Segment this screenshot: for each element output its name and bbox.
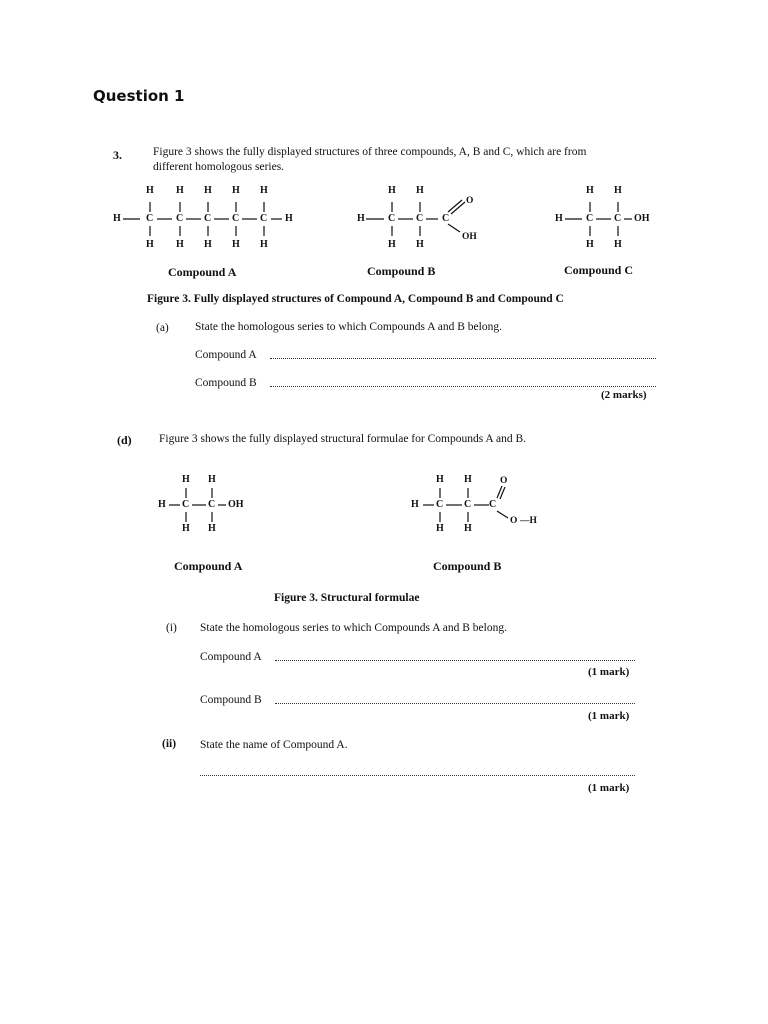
q-ii-label: (ii) <box>162 738 177 750</box>
atom-c: C <box>436 499 444 510</box>
atom-h: H <box>208 474 216 485</box>
atom-h: H <box>436 523 444 534</box>
atom-h: H <box>416 239 424 250</box>
atom-c: C <box>586 213 594 224</box>
atom-h: H <box>260 185 268 196</box>
bond-lines-d-b <box>405 470 555 540</box>
marks-2: (2 marks) <box>601 389 647 401</box>
atom-h: H <box>158 499 166 510</box>
question-a-text: State the homologous series to which Compounds A and B belong. <box>195 321 502 333</box>
atom-c: C <box>146 213 154 224</box>
answer-b-line[interactable] <box>270 385 656 387</box>
intro-line-2: different homologous series. <box>153 161 285 173</box>
atom-h: H <box>416 185 424 196</box>
answer-b-prefix: Compound B <box>195 377 257 389</box>
q-i-b-marks: (1 mark) <box>588 710 630 722</box>
atom-c: C <box>416 213 424 224</box>
atom-c: C <box>204 213 212 224</box>
page-title: Question 1 <box>93 87 185 105</box>
atom-h: H <box>204 185 212 196</box>
atom-c: C <box>464 499 472 510</box>
q-ii-marks: (1 mark) <box>588 782 630 794</box>
atom-h: H <box>586 185 594 196</box>
part-d-intro: Figure 3 shows the fully displayed structural formulae for Compounds A and B. <box>159 433 526 445</box>
atom-h: H <box>182 474 190 485</box>
figure-caption-2: Figure 3. Structural formulae <box>274 592 420 604</box>
atom-h: H <box>146 185 154 196</box>
atom-h: H <box>208 523 216 534</box>
q-ii-text: State the name of Compound A. <box>200 739 348 751</box>
atom-h: H <box>464 523 472 534</box>
q-i-b-line[interactable] <box>275 702 635 704</box>
q-i-a-marks: (1 mark) <box>588 666 630 678</box>
q-i-a-line[interactable] <box>275 659 635 661</box>
atom-c: C <box>232 213 240 224</box>
atom-h: H <box>464 474 472 485</box>
d-compound-b-label: Compound B <box>433 559 502 573</box>
atom-o: O <box>510 516 518 526</box>
atom-c: C <box>208 499 216 510</box>
q-ii-line[interactable] <box>200 774 635 776</box>
atom-h: —H <box>520 516 537 526</box>
question-a-label: (a) <box>156 322 169 334</box>
atom-h: H <box>176 185 184 196</box>
q-i-b-prefix: Compound B <box>200 694 262 706</box>
atom-c: C <box>489 499 497 510</box>
atom-o: O <box>466 196 474 206</box>
compound-b-label: Compound B <box>367 264 436 278</box>
atom-oh: OH <box>228 499 244 510</box>
intro-line-1: Figure 3 shows the fully displayed structures of three compounds, A, B and C, which are from <box>153 146 587 158</box>
part-d-label: (d) <box>117 433 132 447</box>
atom-h: H <box>260 239 268 250</box>
atom-h: H <box>357 213 365 224</box>
atom-c: C <box>442 213 450 224</box>
atom-h: H <box>411 499 419 510</box>
compound-a-label: Compound A <box>168 265 237 279</box>
atom-h: H <box>182 523 190 534</box>
answer-a-prefix: Compound A <box>195 349 257 361</box>
atom-c: C <box>614 213 622 224</box>
atom-h: H <box>113 213 121 224</box>
atom-h: H <box>586 239 594 250</box>
atom-h: H <box>555 213 563 224</box>
atom-oh: OH <box>462 232 477 242</box>
atom-h: H <box>436 474 444 485</box>
atom-c: C <box>388 213 396 224</box>
atom-c: C <box>182 499 190 510</box>
atom-h: H <box>232 185 240 196</box>
q-i-text: State the homologous series to which Compounds A and B belong. <box>200 622 507 634</box>
atom-c: C <box>176 213 184 224</box>
q-i-a-prefix: Compound A <box>200 651 262 663</box>
compound-c-label: Compound C <box>564 263 634 277</box>
atom-h: H <box>204 239 212 250</box>
atom-h: H <box>614 239 622 250</box>
atom-h: H <box>388 239 396 250</box>
question-number: 3. <box>113 148 122 162</box>
atom-h: H <box>285 213 293 224</box>
atom-h: H <box>614 185 622 196</box>
atom-h: H <box>388 185 396 196</box>
atom-o: O <box>500 476 508 486</box>
atom-h: H <box>146 239 154 250</box>
d-compound-a-label: Compound A <box>174 559 243 573</box>
atom-oh: OH <box>634 213 650 224</box>
atom-c: C <box>260 213 268 224</box>
figure-caption-1: Figure 3. Fully displayed structures of Compound A, Compound B and Compound C <box>147 293 564 305</box>
atom-h: H <box>176 239 184 250</box>
answer-a-line[interactable] <box>270 357 656 359</box>
q-i-label: (i) <box>166 622 177 634</box>
atom-h: H <box>232 239 240 250</box>
